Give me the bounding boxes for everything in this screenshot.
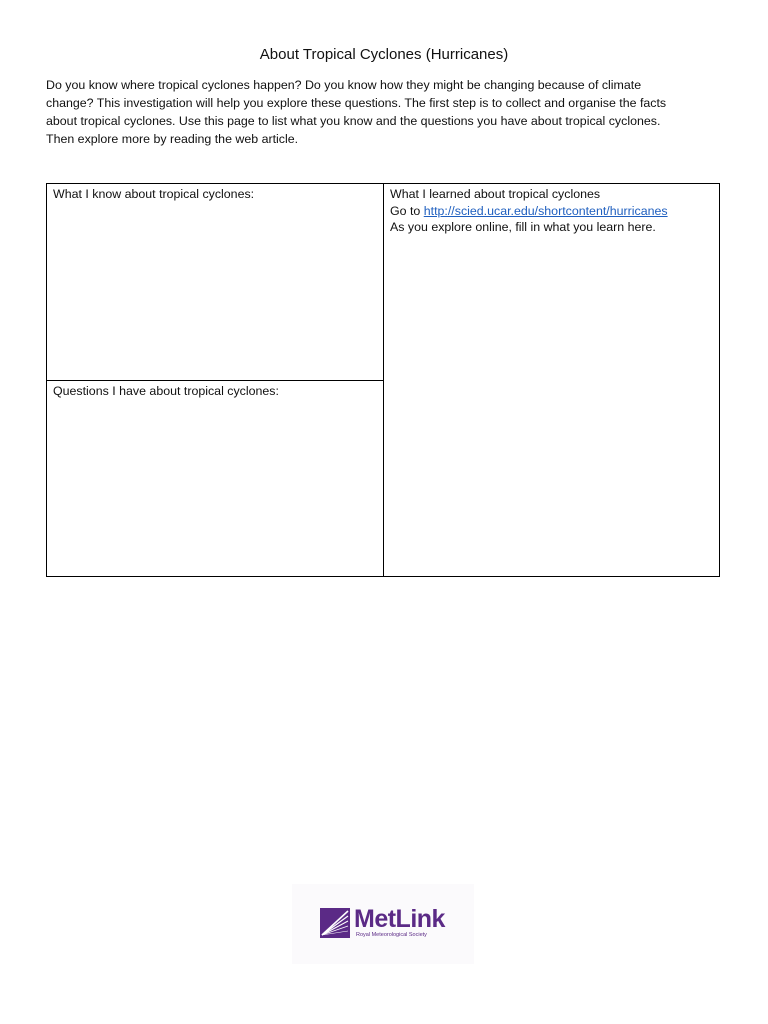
intro-line: about tropical cyclones. Use this page to list what you know and the questions you have about tropical cyclones. xyxy=(46,114,661,128)
article-link[interactable]: http://scied.ucar.edu/shortcontent/hurricanes xyxy=(423,203,668,218)
go-to-prefix: Go to xyxy=(390,203,424,218)
worksheet-table xyxy=(46,183,720,577)
logo-wordmark: MetLink xyxy=(354,905,445,933)
intro-line: change? This investigation will help you explore these questions. The first step is to collect and organise the facts xyxy=(46,96,667,110)
metlink-logo-icon xyxy=(320,908,350,938)
learned-instruction: As you explore online, fill in what you learn here. xyxy=(390,220,656,234)
know-heading: What I know about tropical cyclones: xyxy=(53,187,255,201)
logo-subtitle: Royal Meteorological Society xyxy=(356,932,427,938)
page-title: About Tropical Cyclones (Hurricanes) xyxy=(259,46,509,63)
questions-cell[interactable] xyxy=(47,381,384,577)
know-cell[interactable] xyxy=(47,184,384,381)
learned-cell[interactable] xyxy=(384,184,719,576)
intro-line: Do you know where tropical cyclones happen? Do you know how they might be changing because of climate xyxy=(46,78,642,92)
intro-paragraph xyxy=(46,76,726,148)
learned-heading: What I learned about tropical cyclones xyxy=(390,187,601,201)
go-to-line xyxy=(390,203,713,220)
metlink-logo xyxy=(292,884,474,964)
questions-heading: Questions I have about tropical cyclones: xyxy=(53,384,279,398)
intro-line: Then explore more by reading the web article. xyxy=(46,132,299,146)
